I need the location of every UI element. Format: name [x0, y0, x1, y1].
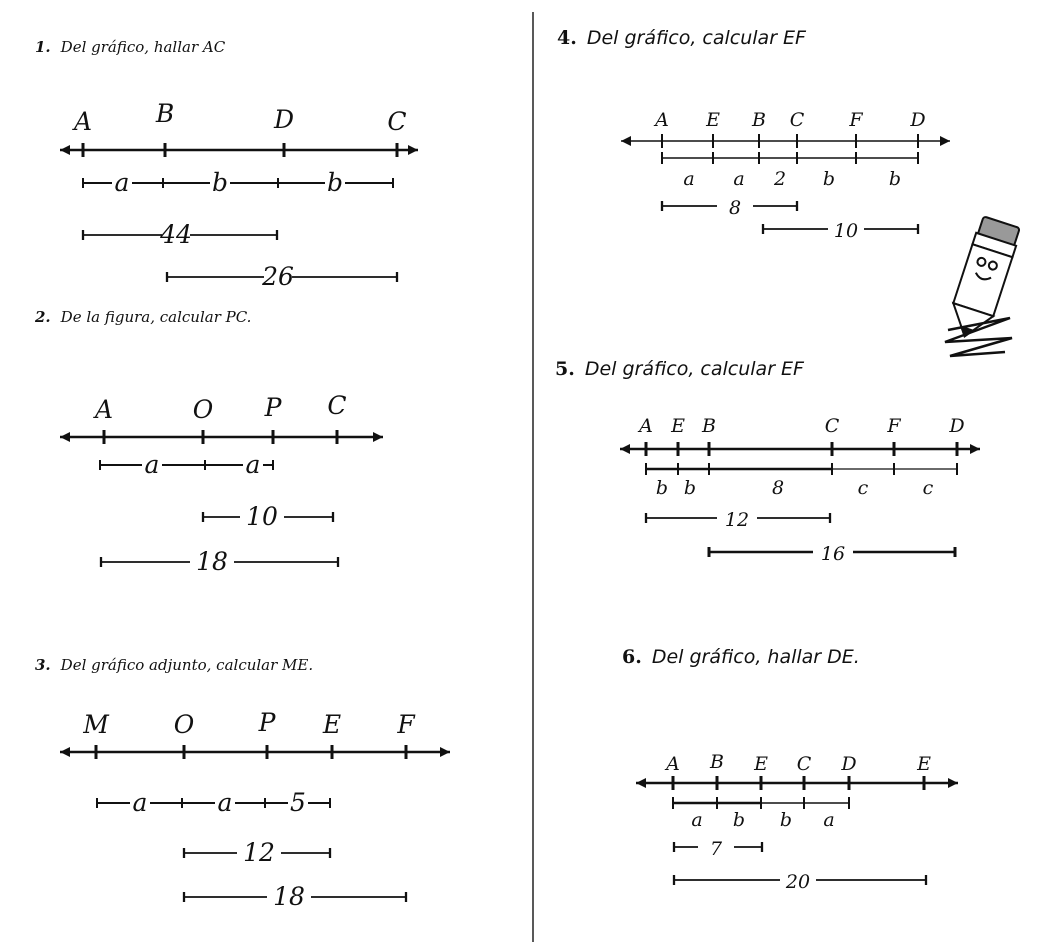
- problem-1: [35, 38, 418, 291]
- point-label: O: [173, 710, 195, 739]
- point-label: A: [666, 753, 680, 775]
- point-label: O: [192, 395, 214, 424]
- segment-label: a: [245, 450, 261, 479]
- point-label: D: [910, 109, 926, 131]
- measure-value: 12: [243, 838, 275, 867]
- segment-label: 8: [771, 477, 785, 499]
- point-label: B: [710, 751, 724, 773]
- point-label: A: [655, 109, 669, 131]
- arrow-right-icon: [373, 432, 383, 442]
- problem-statement: De la figura, calcular PC.: [60, 308, 252, 326]
- problem-statement: Del gráfico, calcular EF: [584, 358, 804, 380]
- point-label: E: [754, 753, 768, 775]
- segment-label: c: [922, 477, 934, 499]
- problem-title: [34, 308, 251, 326]
- arrow-right-icon: [408, 145, 418, 155]
- problem-2: [34, 308, 383, 576]
- problem-number: 4.: [557, 27, 577, 49]
- point-label: F: [849, 109, 863, 131]
- segment-label: 2: [773, 168, 787, 190]
- point-label: C: [824, 415, 840, 437]
- problem-title: [622, 646, 860, 668]
- point-label: P: [264, 393, 282, 422]
- arrow-left-icon: [60, 145, 70, 155]
- problem-statement: Del gráfico, hallar DE.: [651, 646, 860, 668]
- segment-label: a: [823, 809, 835, 831]
- segment-label: a: [114, 168, 130, 197]
- measure-value: 18: [273, 882, 305, 911]
- problem-statement: Del gráfico, calcular EF: [586, 27, 806, 49]
- arrow-right-icon: [940, 136, 950, 146]
- point-label: A: [73, 107, 93, 136]
- point-label: B: [155, 99, 175, 128]
- measure-value: 10: [246, 502, 278, 531]
- point-label: E: [671, 415, 685, 437]
- problem-5: [555, 358, 980, 565]
- segment-label: a: [691, 809, 703, 831]
- segment-label: b: [211, 168, 229, 197]
- problem-statement: Del gráfico adjunto, calcular ME.: [60, 656, 314, 674]
- segment-label: a: [217, 788, 233, 817]
- arrow-right-icon: [948, 778, 958, 788]
- point-label: A: [94, 395, 114, 424]
- segment-label: b: [326, 168, 344, 197]
- problem-title: [555, 358, 805, 380]
- scribble-icon: [945, 318, 1012, 356]
- segment-label: 5: [290, 788, 306, 817]
- problem-number: 3.: [35, 656, 51, 674]
- point-label: D: [273, 105, 295, 134]
- measure-value: 7: [709, 838, 723, 860]
- segment-label: c: [857, 477, 869, 499]
- problem-title: [35, 38, 226, 56]
- point-label: C: [789, 109, 805, 131]
- problem-6: [622, 646, 958, 893]
- measure-value: 26: [262, 262, 294, 291]
- segment-label: a: [132, 788, 148, 817]
- problem-number: 2.: [35, 308, 51, 326]
- problem-statement: Del gráfico, hallar AC: [60, 38, 226, 56]
- point-label: C: [387, 107, 407, 136]
- problem-title: [557, 27, 807, 49]
- point-label: M: [83, 710, 109, 739]
- problem-number: 6.: [622, 646, 642, 668]
- problem-title: [35, 656, 313, 674]
- segment-label: b: [888, 168, 902, 190]
- point-label: D: [841, 753, 857, 775]
- segment-label: a: [144, 450, 160, 479]
- problem-number: 1.: [35, 38, 51, 56]
- arrow-left-icon: [60, 432, 70, 442]
- point-label: C: [327, 391, 347, 420]
- segment-label: b: [655, 477, 669, 499]
- measure-value: 18: [196, 547, 228, 576]
- arrow-right-icon: [970, 444, 980, 454]
- point-label: P: [258, 708, 276, 737]
- point-label: B: [702, 415, 716, 437]
- segment-label: a: [733, 168, 745, 190]
- problem-number: 5.: [555, 358, 575, 380]
- measure-value: 16: [820, 543, 846, 565]
- segment-label: a: [683, 168, 695, 190]
- point-label: E: [706, 109, 720, 131]
- measure-value: 8: [728, 197, 742, 219]
- segment-label: b: [732, 809, 746, 831]
- problem-4: [557, 27, 950, 242]
- arrow-right-icon: [440, 747, 450, 757]
- arrow-left-icon: [636, 778, 646, 788]
- point-label: C: [796, 753, 812, 775]
- measure-value: 12: [724, 509, 750, 531]
- measure-value: 44: [160, 220, 192, 249]
- problem-3: [35, 656, 450, 911]
- point-label: E: [917, 753, 931, 775]
- segment-label: b: [779, 809, 793, 831]
- measure-value: 10: [833, 220, 859, 242]
- point-label: A: [639, 415, 653, 437]
- segment-label: b: [683, 477, 697, 499]
- arrow-left-icon: [621, 136, 631, 146]
- point-label: F: [887, 415, 901, 437]
- measure-value: 20: [785, 871, 811, 893]
- point-label: E: [322, 710, 342, 739]
- point-label: B: [752, 109, 766, 131]
- point-label: D: [949, 415, 965, 437]
- arrow-left-icon: [620, 444, 630, 454]
- arrow-left-icon: [60, 747, 70, 757]
- point-label: F: [397, 710, 415, 739]
- segment-label: b: [822, 168, 836, 190]
